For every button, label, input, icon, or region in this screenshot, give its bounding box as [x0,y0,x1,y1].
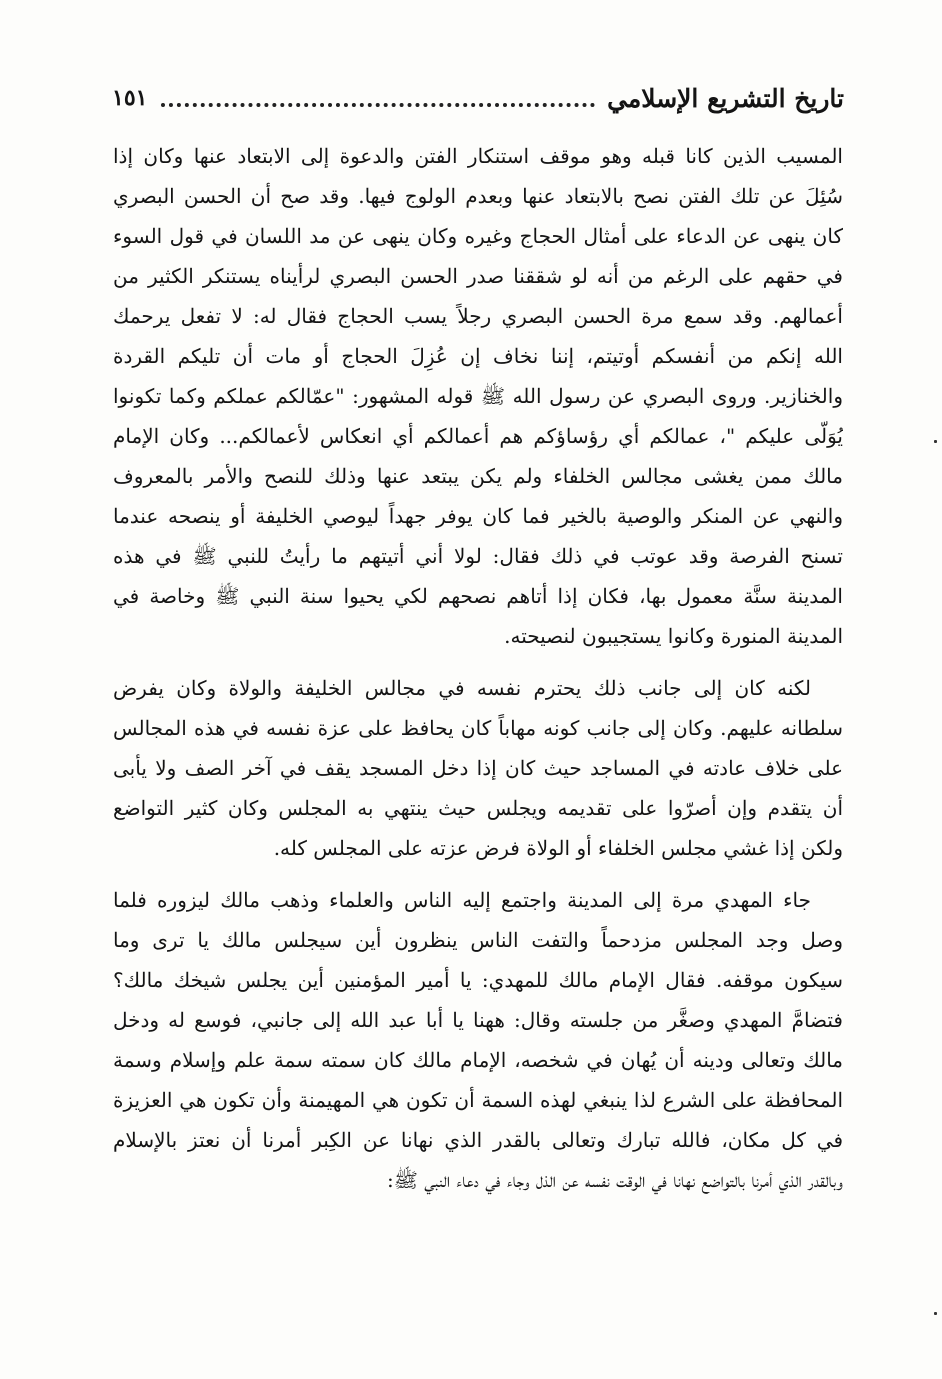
text-line: مالك ممن يغشى مجالس الخلفاء ولم يكن يبتعد عنها وذلك للنصح والأمر بالمعروف [113,464,843,488]
text-line: أعمالهم. وقد سمع مرة الحسن البصري رجلاً يسب الحجاج فقال له: لا تفعل يرحمك [113,304,843,328]
text-line: المسيب الذين كانا قبله وهو موقف استنكار الفتن والدعوة إلى الابتعاد عنها وكان إذا [113,144,843,168]
running-title: تاريخ التشريع الإسلامي [607,83,844,113]
text-line: سلطانه عليهم. وكان إلى جانب كونه مهاباً كان يحافظ على عزة نفسه في هذه المجالس [113,716,843,740]
text-line: المحافظة على الشرع لذا ينبغي لهذه السمة أن تكون هي المهيمنة وأن تكون هي العزيزة [113,1088,843,1112]
page-header [112,76,844,120]
text-line: لكنه كان إلى جانب ذلك يحترم نفسه في مجالس الخليفة والولاة وكان يفرض [113,676,811,700]
text-line: جاء المهدي مرة إلى المدينة واجتمع إليه الناس والعلماء وذهب مالك ليزوره فلما [113,888,811,912]
text-line: الله إنكم من أنفسكم أوتيتم، إننا نخاف إن عُزِلَ الحجاج أو مات أن تليكم القردة [113,344,843,368]
text-line: سيكون موقفه. فقال الإمام مالك للمهدي: يا أمير المؤمنين أين يجلس شيخك مالك؟ [113,968,843,992]
text-line: المدينة سنَّة معمول بها، فكان إذا أتاهم نصحهم لكي يحيوا سنة النبي ﷺ وخاصة في [113,584,843,608]
text-line: أن يتقدم وإن أصرّوا على تقديمه ويجلس حيث ينتهي به المجلس وكان كثير التواضع [113,796,843,820]
text-line: كان ينهى عن الدعاء على أمثال الحجاج وغيره وكان ينهى عن مد اللسان في قول السوء [113,224,843,248]
text-line: تسنح الفرصة وقد عوتب في ذلك فقال: لولا أني أتيتهم ما رأيتُ للنبي ﷺ في هذه [113,544,843,568]
text-line: ولكن إذا غشي مجلس الخلفاء أو الولاة فرض عزته على المجلس كله. [273,836,843,860]
text-line: والنهي عن المنكر والوصية بالخير فما كان يوفر جهداً ليوصي الخليفة أو ينصحه عندما [113,504,843,528]
text-line: مالك وتعالى ودينه أن يُهان في شخصه، الإمام مالك كان سمته سمة علم وإسلام وسمة [113,1048,843,1072]
text-line: المدينة المنورة وكانوا يستجيبون لنصيحته. [504,624,843,648]
text-line: والخنازير. وروى البصري عن رسول الله ﷺ قوله المشهور: "عمّالكم عملكم وكما تكونوا [113,384,843,408]
text-line: يُوَلّى عليكم "، عمالكم أي رؤساؤكم هم أعمالكم أي انعكاس لأعمالكم... وكان الإمام [113,424,843,448]
text-line: على خلاف عادته في المساجد حيث كان إذا دخل المسجد يقف في آخر الصف ولا يأبى [113,756,843,780]
text-line: وصل وجد المجلس مزدحماً والتفت الناس ينظرون أين سيجلس مالك يا ترى وما [113,928,843,952]
scan-speck [934,440,937,443]
text-line: وبالقدر الذي أمرنا بالتواضع نهانا في الوقت نفسه عن الذل وجاء في دعاء النبي ﷺ: [387,1168,843,1192]
text-line: في حقهم على الرغم من أنه لو شققنا صدر الحسن البصري لرأيناه يستنكر الكثير من [113,264,843,288]
scan-speck [934,1312,937,1315]
text-line: فتضامَّ المهدي وصغَّر من جلسته وقال: ههنا يا أبا عبد الله إلى جانبي، فوسع له ودخل [113,1008,843,1032]
page-number: ١٥١ [112,85,148,111]
text-line: سُئِلَ عن تلك الفتن نصح بالابتعاد عنها وبعدم الولوج فيها. وقد صح أن الحسن البصري [113,184,843,208]
dotted-leader [161,103,595,107]
text-line: في كل مكان، فالله تبارك وتعالى بالقدر الذي نهانا عن الكِبر أمرنا أن نعتز بالإسلام [113,1128,843,1152]
